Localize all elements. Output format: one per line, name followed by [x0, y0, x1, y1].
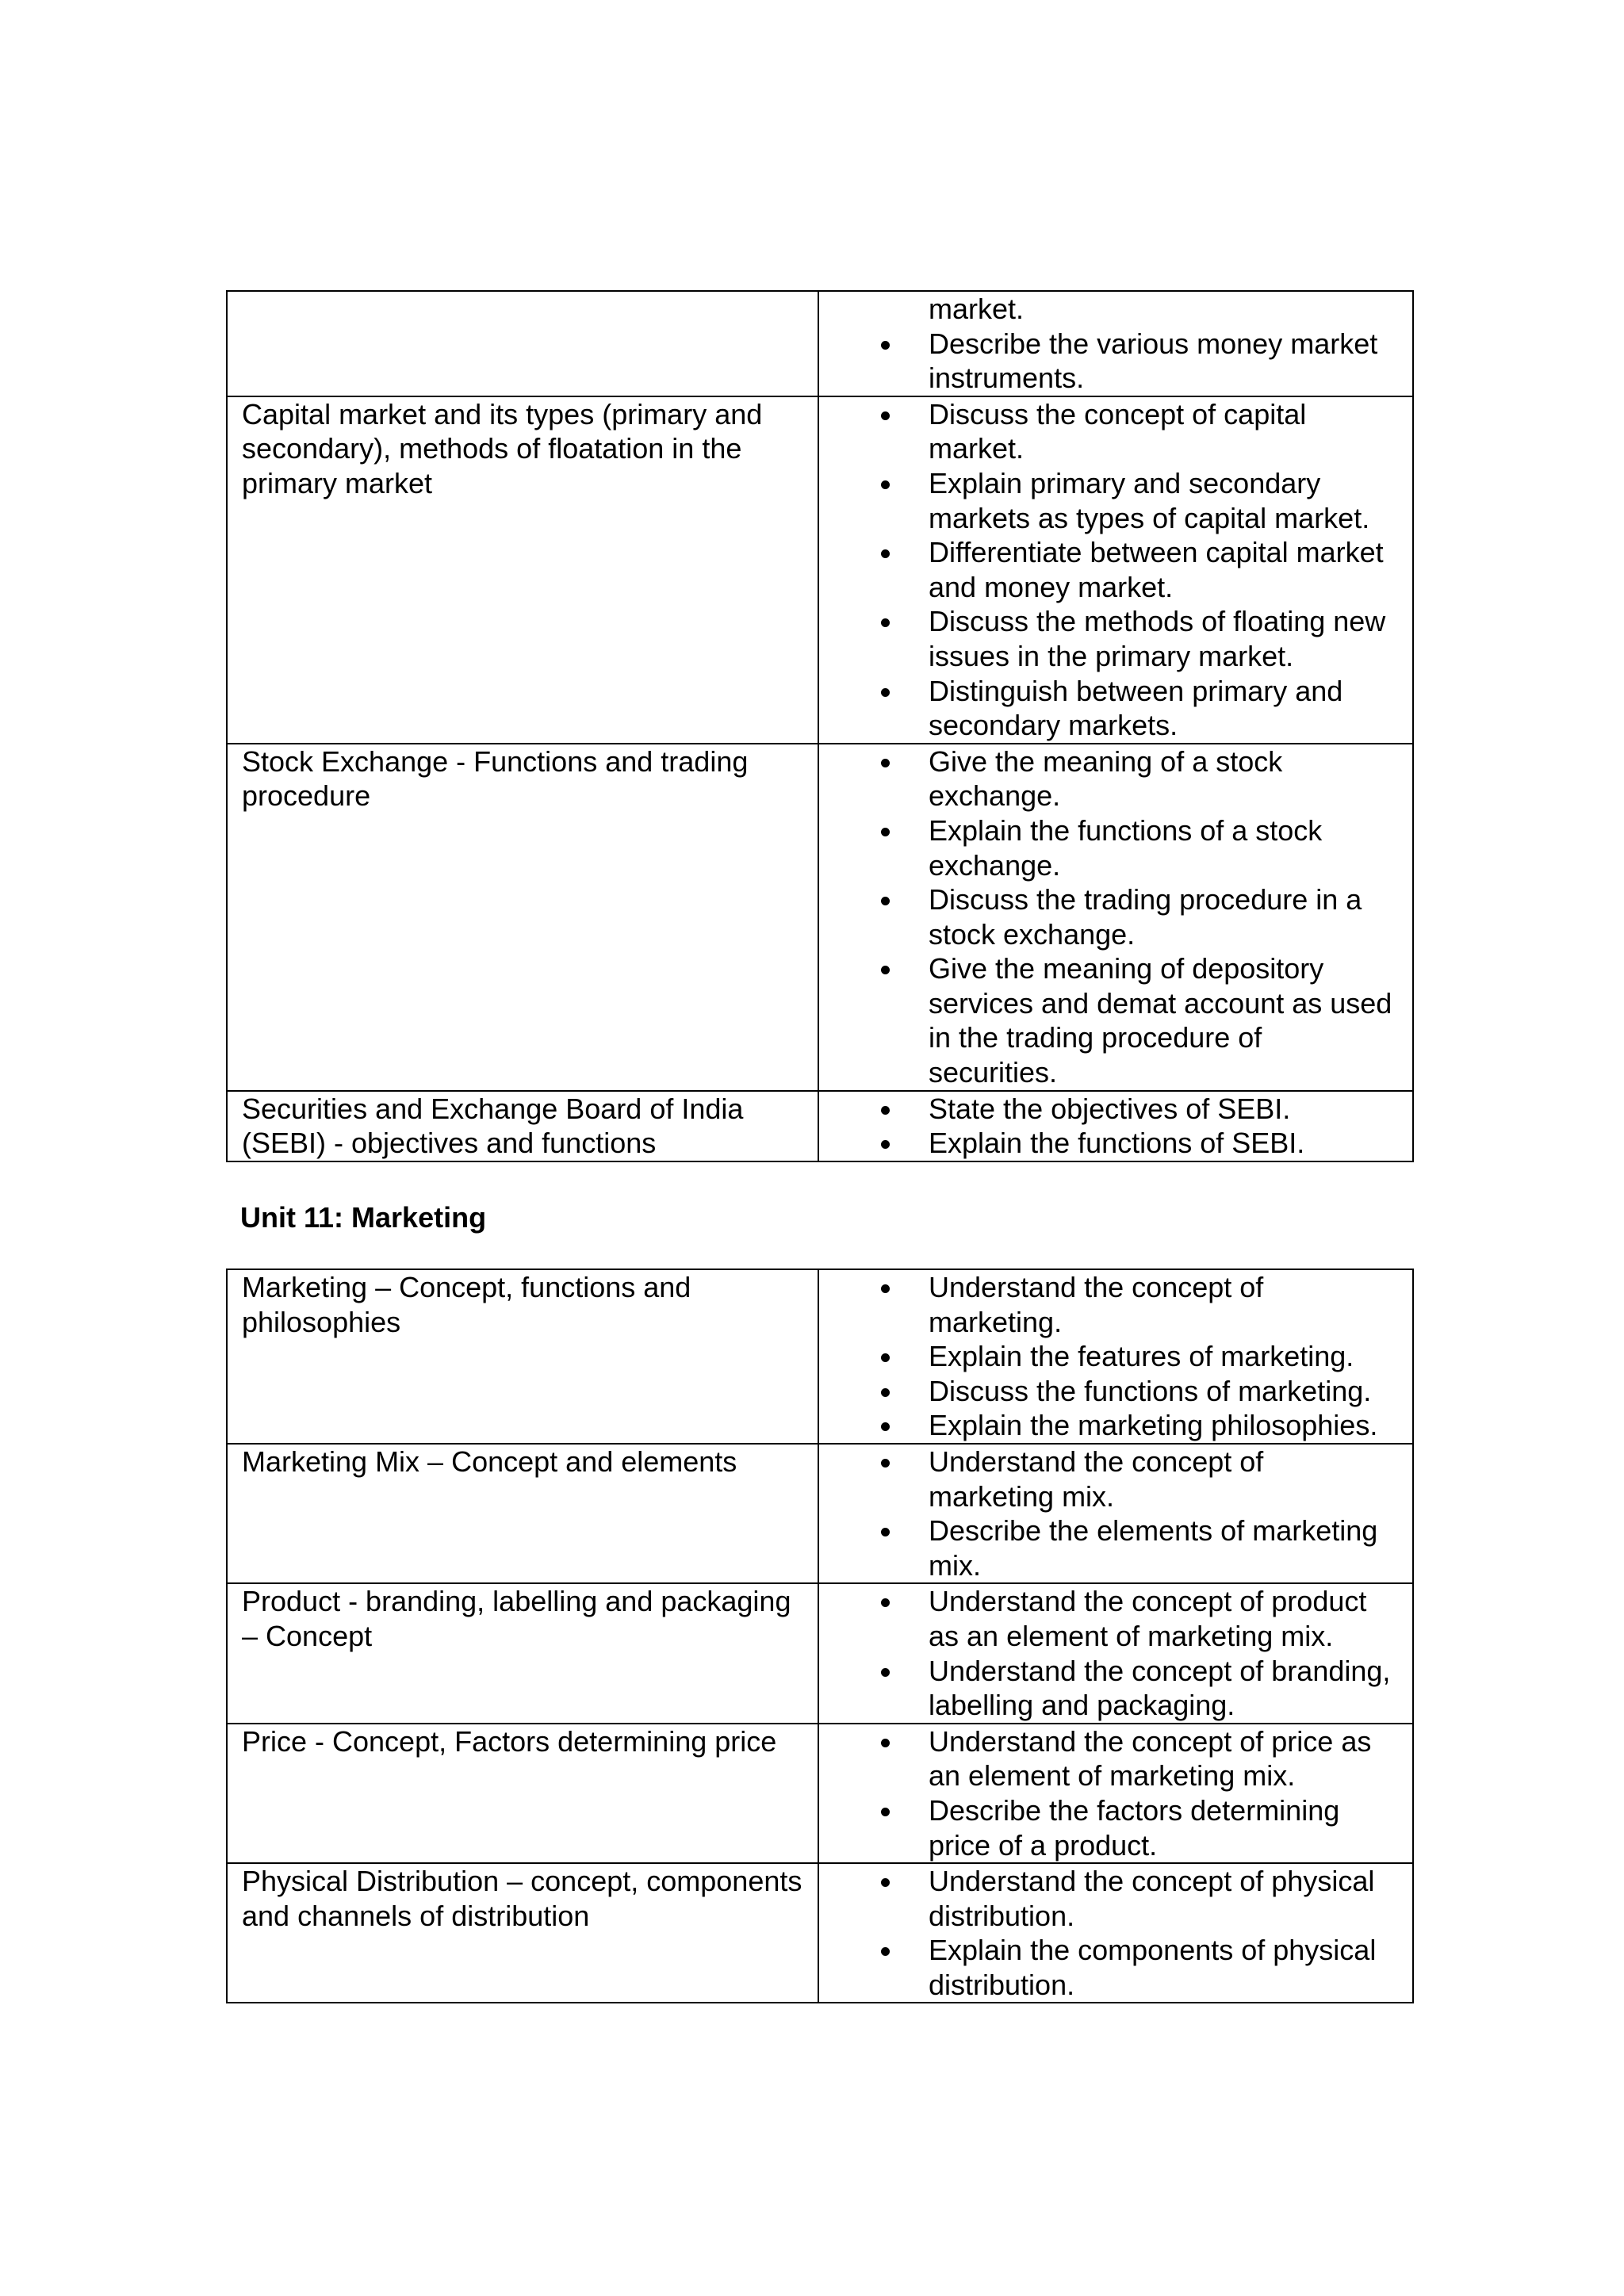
- list-item: [819, 327, 1396, 396]
- outcome-list: [819, 1864, 1396, 2002]
- outcome-text: Discuss the functions of marketing.: [929, 1374, 1372, 1407]
- list-item: [819, 1584, 1396, 1653]
- list-item: [819, 466, 1396, 535]
- outcome-text: Discuss the methods of floating new issues in the primary market.: [929, 605, 1386, 672]
- outcome-list: [819, 1584, 1396, 1722]
- outcome-text: Understand the concept of price as an element of marketing mix.: [929, 1724, 1372, 1793]
- list-item: [819, 1270, 1396, 1339]
- table-row: [227, 1724, 1413, 1863]
- list-item: [819, 813, 1396, 882]
- bullet-icon: [881, 759, 890, 767]
- outcome-text: Give the meaning of a stock exchange.: [929, 744, 1283, 813]
- outcomes-cell: [818, 1863, 1413, 2003]
- topic-cell: Price - Concept, Factors determining price: [227, 1724, 818, 1863]
- topic-cell: Marketing Mix – Concept and elements: [227, 1444, 818, 1583]
- bullet-icon: [881, 411, 890, 420]
- outcome-text: Describe the elements of marketing mix.: [929, 1514, 1378, 1582]
- list-item: [819, 535, 1396, 604]
- topic-cell: Marketing – Concept, functions and philosophies: [227, 1269, 818, 1444]
- outcome-list: [819, 1092, 1396, 1161]
- bullet-icon: [881, 1808, 890, 1816]
- outcomes-cell: [818, 1444, 1413, 1583]
- outcome-list: [819, 327, 1396, 396]
- table-row: [227, 396, 1413, 744]
- outcome-text: Distinguish between primary and secondary markets.: [929, 674, 1343, 742]
- list-item: [819, 1864, 1396, 1933]
- list-item: [819, 1339, 1396, 1374]
- topic-cell: Stock Exchange - Functions and trading procedure: [227, 744, 818, 1091]
- outcome-text: Understand the concept of marketing mix.: [929, 1445, 1264, 1513]
- list-item: [819, 1408, 1396, 1443]
- outcome-text: Differentiate between capital market and money market.: [929, 536, 1384, 603]
- bullet-icon: [881, 1598, 890, 1607]
- topic-cell: [227, 291, 818, 396]
- outcome-list: [819, 397, 1396, 743]
- outcome-text: Explain primary and secondary markets as types of capital market.: [929, 466, 1370, 534]
- bullet-icon: [881, 618, 890, 627]
- unit-heading: Unit 11: Marketing: [240, 1201, 487, 1234]
- list-item: [819, 1933, 1396, 2002]
- list-item: [819, 1793, 1396, 1862]
- bullet-icon: [881, 1422, 890, 1431]
- table-row: [227, 291, 1413, 396]
- bullet-icon: [881, 1878, 890, 1887]
- table-row: [227, 1444, 1413, 1583]
- bullet-icon: [881, 1353, 890, 1362]
- outcome-text: State the objectives of SEBI.: [929, 1092, 1291, 1125]
- outcomes-cell: [818, 291, 1413, 396]
- table-row: [227, 1091, 1413, 1161]
- outcome-text: Understand the concept of marketing.: [929, 1271, 1264, 1338]
- outcome-text: Understand the concept of product as an element of marketing mix.: [929, 1585, 1367, 1652]
- bullet-icon: [881, 688, 890, 697]
- outcome-list: [819, 1270, 1396, 1443]
- table-row: [227, 1269, 1413, 1444]
- outcomes-cell: [818, 396, 1413, 744]
- outcome-list: [819, 1724, 1396, 1862]
- outcome-text: Understand the concept of physical distribution.: [929, 1865, 1375, 1932]
- bullet-icon: [881, 1284, 890, 1293]
- list-item: [819, 1126, 1396, 1161]
- bullet-icon: [881, 480, 890, 489]
- outcome-text: Explain the functions of a stock exchange.: [929, 813, 1323, 882]
- outcomes-cell: [818, 1091, 1413, 1161]
- outcome-text: Explain the functions of SEBI.: [929, 1127, 1305, 1160]
- list-item: [819, 1374, 1396, 1409]
- bullet-icon: [881, 1739, 890, 1747]
- bullet-icon: [881, 341, 890, 350]
- list-item: [819, 1724, 1396, 1793]
- topic-cell: Product - branding, labelling and packaging – Concept: [227, 1583, 818, 1723]
- bullet-icon: [881, 1668, 890, 1677]
- list-item: [819, 604, 1396, 673]
- bullet-icon: [881, 828, 890, 836]
- outcome-text: Explain the features of marketing.: [929, 1340, 1354, 1373]
- continued-text: market.: [929, 293, 1025, 325]
- list-item: [819, 951, 1396, 1089]
- outcomes-cell: [818, 1583, 1413, 1723]
- topic-cell: Securities and Exchange Board of India (SEBI) - objectives and functions: [227, 1091, 818, 1161]
- bullet-icon: [881, 1528, 890, 1536]
- outcome-text: Give the meaning of depository services and demat account as used in the trading procedure of securities.: [929, 952, 1392, 1089]
- list-item: [819, 882, 1396, 951]
- list-item: [819, 1092, 1396, 1127]
- outcome-list: [819, 744, 1396, 1090]
- bullet-icon: [881, 1106, 890, 1115]
- list-item: [819, 744, 1396, 813]
- bullet-icon: [881, 1140, 890, 1149]
- outcome-text: Explain the components of physical distribution.: [929, 1934, 1377, 2001]
- syllabus-table-marketing: [226, 1269, 1414, 2003]
- list-item: [819, 1445, 1396, 1513]
- list-item: [819, 1654, 1396, 1723]
- topic-cell: Physical Distribution – concept, components and channels of distribution: [227, 1863, 818, 2003]
- bullet-icon: [881, 1388, 890, 1397]
- outcome-text: Describe the factors determining price of a product.: [929, 1793, 1340, 1862]
- bullet-icon: [881, 1947, 890, 1956]
- table-row: [227, 1583, 1413, 1723]
- outcome-text: Discuss the concept of capital market.: [929, 397, 1307, 465]
- outcomes-cell: [818, 1269, 1413, 1444]
- outcome-text: Explain the marketing philosophies.: [929, 1409, 1378, 1442]
- table-row: [227, 1863, 1413, 2003]
- bullet-icon: [881, 1459, 890, 1468]
- outcome-list: [819, 1445, 1396, 1582]
- bullet-icon: [881, 549, 890, 558]
- outcomes-cell: [818, 744, 1413, 1091]
- bullet-icon: [881, 966, 890, 974]
- list-item: [819, 1513, 1396, 1582]
- topic-cell: Capital market and its types (primary and secondary), methods of floatation in the primary market: [227, 396, 818, 744]
- list-item: [819, 397, 1396, 466]
- table-row: [227, 744, 1413, 1091]
- outcome-text: Describe the various money market instruments.: [929, 327, 1378, 395]
- list-item: [819, 674, 1396, 743]
- syllabus-table-continued: [226, 290, 1414, 1162]
- bullet-icon: [881, 897, 890, 905]
- outcome-text: Discuss the trading procedure in a stock exchange.: [929, 883, 1362, 951]
- outcome-text: Understand the concept of branding, labelling and packaging.: [929, 1654, 1391, 1722]
- outcomes-cell: [818, 1724, 1413, 1863]
